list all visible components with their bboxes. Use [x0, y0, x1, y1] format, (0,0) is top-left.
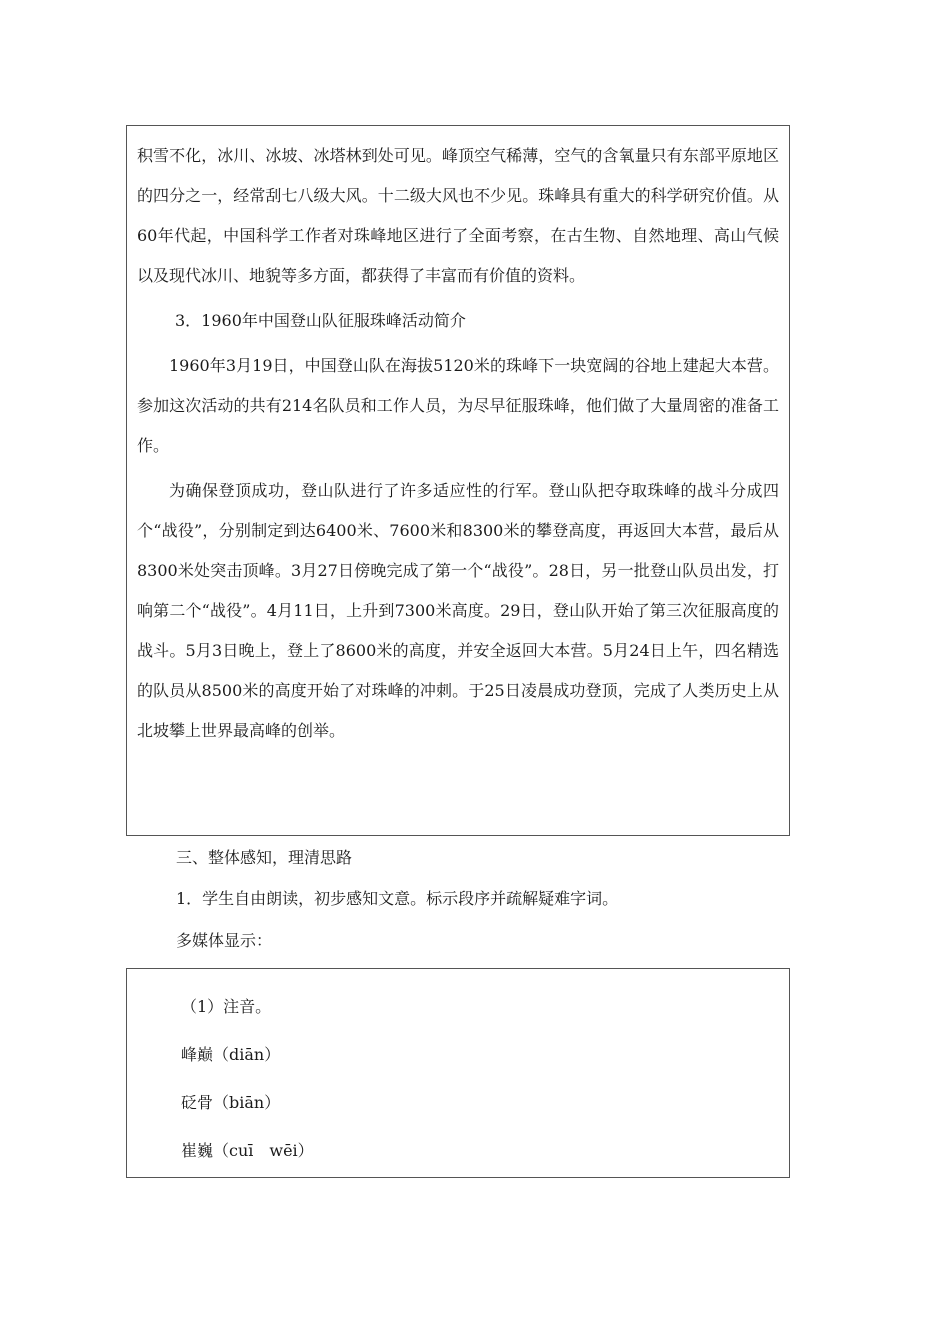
section-title: 三、整体感知，理清思路: [176, 848, 353, 867]
pronunciation-label: （1）注音。: [181, 997, 272, 1016]
term-fengdian: 峰巅（diān）: [181, 1045, 281, 1064]
passage-box: [126, 125, 790, 836]
section-item-1: 1．学生自由朗读，初步感知文意。标示段序并疏解疑难字词。: [176, 889, 619, 908]
paragraph-campaigns: 为确保登顶成功，登山队进行了许多适应性的行军。登山队把夺取珠峰的战斗分成四个“战役”，分别制定到达6400米、7600米和8300米的攀登高度，再返回大本营，最后从8300米处突击顶峰。3月27日傍晚完成了第一个“战役”。28日，另一批登山队员出发，打响第二个“战役”。4月11日，上升到7300米高度。29日，登山队开始了第三次征服高度的战斗。5月3日晚上，登上了8600米的高度，并安全返回大本营。5月24日上午，四名精选的队员从8500米的高度开始了对珠峰的冲刺。于25日凌晨成功登顶，完成了人类历史上从北坡攀上世界最高峰的创举。: [137, 481, 779, 740]
pronunciation-box: [126, 968, 790, 1178]
subheading-1960-expedition: 3．1960年中国登山队征服珠峰活动简介: [175, 311, 466, 330]
paragraph-base-camp: 1960年3月19日，中国登山队在海拔5120米的珠峰下一块宽阔的谷地上建起大本营。参加这次活动的共有214名队员和工作人员，为尽早征服珠峰，他们做了大量周密的准备工作。: [137, 356, 779, 455]
paragraph-climate: 积雪不化，冰川、冰坡、冰塔林到处可见。峰顶空气稀薄，空气的含氧量只有东部平原地区的四分之一，经常刮七八级大风。十二级大风也不少见。珠峰具有重大的科学研究价值。从60年代起，中国科学工作者对珠峰地区进行了全面考察，在古生物、自然地理、高山气候以及现代冰川、地貌等多方面，都获得了丰富而有价值的资料。: [137, 146, 779, 285]
term-biangu: 砭骨（biān）: [181, 1093, 281, 1112]
multimedia-label: 多媒体显示：: [176, 931, 273, 950]
term-cuiwei: 崔巍（cuī wēi）: [181, 1141, 314, 1160]
